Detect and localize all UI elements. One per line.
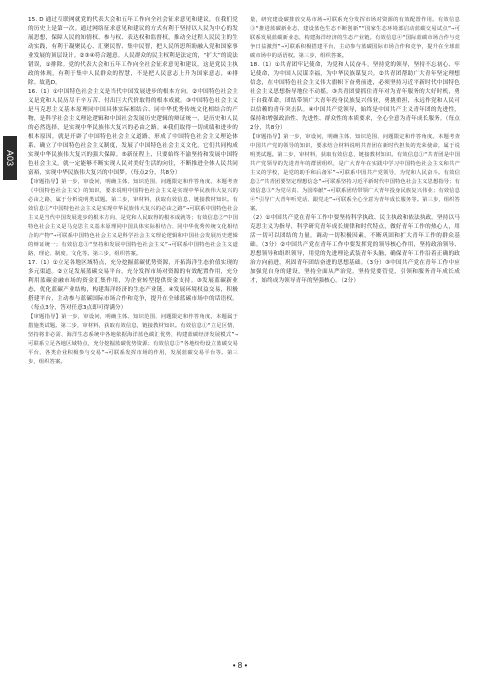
answer-18: 18.（1）①共青团牢记使命，为党和人民奋斗，坚持党的领导，坚持不忘初心、牢记使命，为中国人民谋幸福，为中华民族谋复兴。②共青团帮助广大青年坚定理想信念，在中国特色社会主义伟大旗帜下奋勇前进，必须坚持习近平新时代中国特色社会主义思想指导地位不动摇。③共青团要抓住青年对为青年服务的大好时机，勇于自我革命，团结带领广大青年投身民族复兴伟业，勇挑重担，永远作党和人民可以信赖的青年突击队。④中国共产党领导，始终是中国共产主义青年团的先进性，保持和增强政治性、先进性、群众性的本质要求，全心全意为青年成长服务。（每点2分，共8分） — [250, 62, 460, 131]
guide-16: 【审题指导】第一步，审设问，明确主体、知识范围、问题限定和作答角度。本题考查《中国特色社会主义》的知识，要求说明中国特色社会主义是实现中华民族伟大复兴的必由之路，属于分析说明类试题。第二步，审材料，获取有效信息，链接教材知识。有效信息①“中国特色社会主义是实现中华民族伟大复兴的必由之路”→可联系中国特色社会主义是当代中国发展进步的根本方向、是党和人民取得的根本成就等；有效信息②“中国特色社会主义是马克思主义基本原理同中国具体实际相结合、同中华优秀传统文化相结合的产物”→可联系中国特色社会主义是科学社会主义理论逻辑和中国社会发展历史逻辑的辩证统一；有效信息③“坚持和发展中国特色社会主义”→可联系中国特色社会主义道路、理论、制度、文化等。第三步，组织答案。 — [28, 179, 238, 257]
right-column — [250, 16, 460, 656]
guide-18: 【审题指导】第一步，审设问，明确主体、知识范围、问题限定和作答角度。本题考查中国共产党的领导的知识，要求结合材料说明共青团在新时代担负的光荣使命，属于说明类试题。第二步，审材料，获取有效信息，链接教材知识。有效信息①“共青团是中国共产党领导的先进青年的群团组织，是广大青年在实践中学习中国特色社会主义和共产主义的学校，是党的助手和后备军”→可联系中国共产党领导，为党和人民奋斗。有效信息②“共青团要坚定理想信念”→可联系坚持习近平新时代中国特色社会主义思想指导；有效信息③“为党尽责、为国奉献”→可联系团结带领广大青年投身民族复兴伟业；有效信息④“引导广大青年听党话、跟党走”→可联系全心全意为青年成长服务等。第三步，组织答案。 — [250, 134, 460, 212]
left-column — [28, 16, 238, 656]
side-tab-label: A03 — [3, 136, 17, 180]
answer-15: 15. D 通过互联网就党的代表大会和五年工作向全社会征求意见和建议，在我们党的历史上是第一次。通过网络征求意见和建议的方式有利于坚持以人民为中心的发展思想，保障人民的知情权、参与权、表达权和监督权，推动全过程人民民主的生动实践，有利于凝聚民心、汇聚民智、集中民智，把人民所思所盼融入党和国家事业发展的顶层设计。②③④符合题意。人民群众的民主权利是法定的，“扩大”的说法错误，①排除。党的代表大会和五年工作向全社会征求意见和建议，这是党民主执政的体现，有利于集中人民群众的智慧，不是把人民意志上升为国家意志，④排除。故选D。 — [28, 17, 238, 86]
answer-17: 17.（1）①立足各地区域特点，充分挖掘蓝碳优势资源，开拓海洋生态价值实现的多元渠道。②立足发展蓝碳交易平台，充分发挥市场对资源的有效配置作用，充分利用蓝碳金融市场的资金汇集作用，为企业转型提供资金支持。③发展蓝碳新业态，优化蓝碳产业结构，构建海洋经济的生态产业链。④发展环境权益交易，积极搭建平台，主动参与蓝碳国际市场合作和竞争，提升在全球蓝碳市场中的话语权。（每点3分，答对任意3点即可得满分） — [28, 260, 238, 311]
answer-18-part-2: （2）①中国共产党在青年工作中要坚持科学执政、民主执政和依法执政。坚持以马克思主义为指导，科学研究青年成长规律和时代特点，做好青年工作的热心人，用活一切可以团结的力量，调动一切积极因素，不断巩固和扩大青年工作的群众基础。（3分）②中国共产党在青年工作中要发挥党的领导核心作用，坚持政治领导、思想领导和组织领导，用党的先进理论武装青年头脑，确保青年工作沿着正确的政治方向前进，巩固青年团结奋进的思想基础。（3分）③中国共产党在青年工作中应加强党自身的建设，坚持全面从严治党，坚持党要管党，引领和服务青年成长成才，始终成为领导青年的坚强核心。（2分） — [250, 215, 460, 284]
guide-17: 【审题指导】第一步，审设问，明确主体、知识范围、问题限定和作答角度。本题属于措施类试题。第二步，审材料，获取有效信息，链接教材知识。有效信息①“立足区情，坚持将非必需、海洋生态系统中各地依据海洋蓝色碳汇优势，构建蓝碳经济发展模式”→可联系立足各地区域特点，充分挖掘蓝碳优势资源；有效信息②“各地纷纷设立蓝碳交易平台，各类企业积极参与交易”→可联系发挥市场的作用，发展蓝碳交易平台等。第三步，组织答案。 — [28, 314, 238, 365]
guide-17-continued: 量，研究建设碳排放交易市场→可联系充分发挥市场对资源的有效配置作用。有效信息③“推进蓝碳新业态，建设蓝色生态不断创新”“国家生态环境部启动蓝碳交易试点”→可联系发展蓝碳新业态，构建海洋经济的生态产业链。有效信息④“国际蓝碳市场合作与竞争日益激烈”→可联系积极搭建平台，主动参与蓝碳国际市场合作和竞争，提升在全球蓝碳市场中的话语权。第三步，组织答案。 — [250, 17, 460, 59]
answer-16: 16.（1）①中国特色社会主义是当代中国发展进步的根本方向。②中国特色社会主义是党和人民历尽千辛万苦、付出巨大代价取得的根本成就。③中国特色社会主义是马克思主义基本原理同中国具体实际相结合、同中华优秀传统文化相结合的产物，是科学社会主义理论逻辑和中国社会发展历史逻辑的辩证统一，是历史和人民的必然选择，是实现中华民族伟大复兴的必由之路。④我们取得一切成绩和进步的根本原因，就是开辟了中国特色社会主义道路，形成了中国特色社会主义理论体系，确立了中国特色社会主义制度，发展了中国特色社会主义文化。它们共同构成实现中华民族伟大复兴的强大保障。⑤新征程上，只要始终不渝坚持和发展中国特色社会主义，就一定能够不断实现人民对美好生活的向往，不断推进全体人民共同富裕，实现中华民族伟大复兴的中国梦。（每点2分，共8分） — [28, 89, 238, 176]
page-number: • 8 • — [232, 661, 248, 670]
